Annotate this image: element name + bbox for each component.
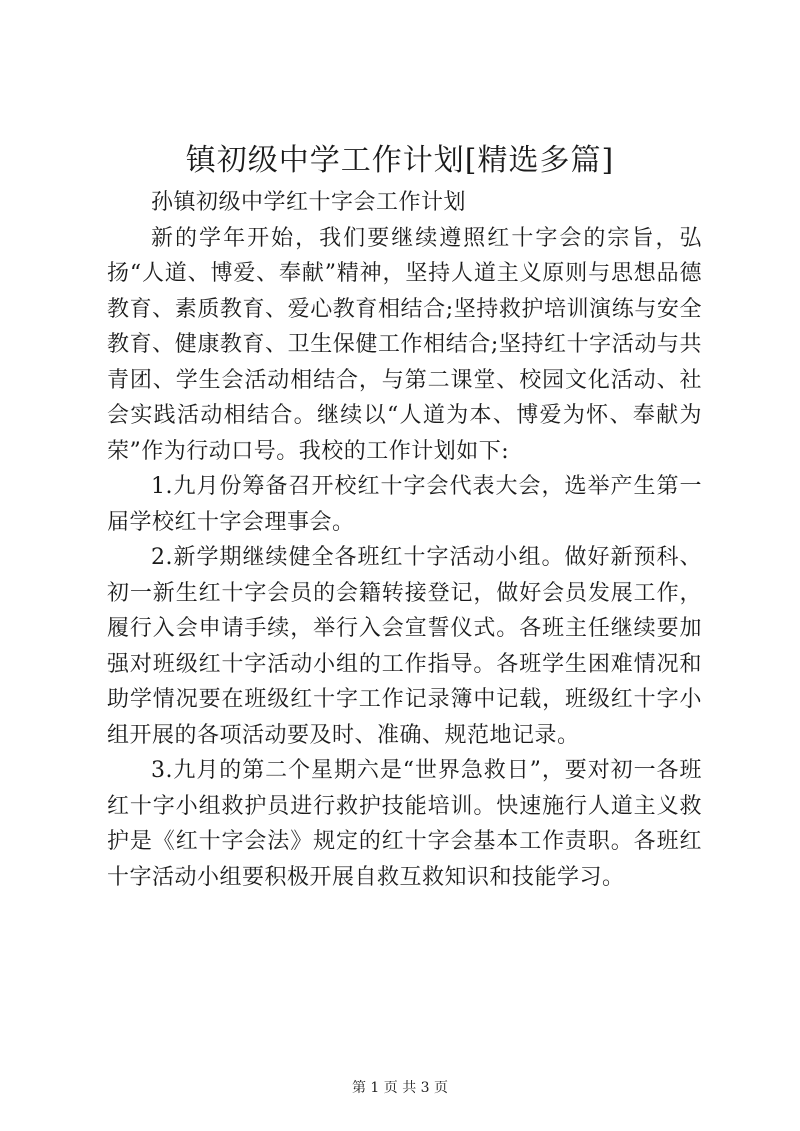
intro-paragraph: 新的学年开始，我们要继续遵照红十字会的宗旨，弘扬“人道、博爱、奉献”精神，坚持人道主义原则与思想品德教育、素质教育、爱心教育相结合;坚持救护培训演练与安全教育、健康教育、卫生保健工作相结合;坚持红十字活动与共青团、学生会活动相结合，与第二课堂、校园文化活动、社会实践活动相结合。继续以“人道为本、博爱为怀、奉献为荣”作为行动口号。我校的工作计划如下: [107,225,702,464]
subtitle-paragraph: 孙镇初级中学红十字会工作计划 [151,190,467,215]
document-title: 镇初级中学工作计划[精选多篇] [185,143,615,178]
item-2-paragraph: 2.新学期继续健全各班红十字活动小组。做好新预科、初一新生红十字会员的会籍转接登记，做好会员发展工作，履行入会申请手续，举行入会宣誓仪式。各班主任继续要加强对班级红十字活动小组的工作指导。各班学生困难情况和助学情况要在班级红十字工作记录簿中记载，班级红十字小组开展的各项活动要及时、准确、规范地记录。 [107,545,702,748]
document-body [107,185,702,895]
item-1-paragraph: 1.九月份筹备召开校红十字会代表大会，选举产生第一届学校红十字会理事会。 [107,474,702,535]
item-3-paragraph: 3.九月的第二个星期六是“世界急救日”，要对初一各班红十字小组救护员进行救护技能培训。快速施行人道主义救护是《红十字会法》规定的红十字会基本工作责职。各班红十字活动小组要积极开展自救互救知识和技能学习。 [107,758,702,890]
page-number-footer: 第 1 页 共 3 页 [351,1080,449,1096]
